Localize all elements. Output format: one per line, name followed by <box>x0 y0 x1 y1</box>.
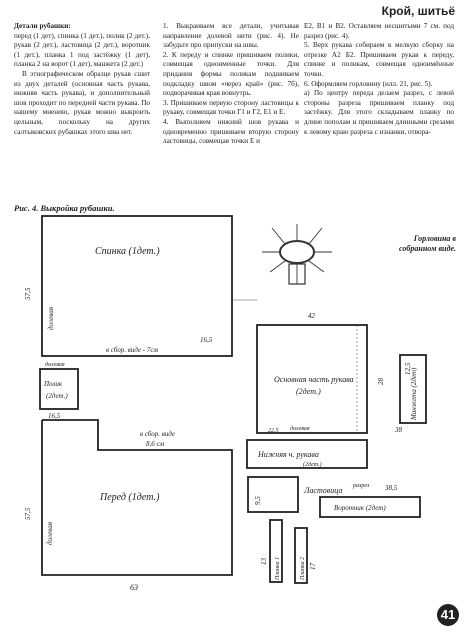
gather-label: в сбор. виде - 7см <box>106 346 158 354</box>
sleeve-lower-label: Нижняя ч. рукава <box>258 450 319 459</box>
step-5: 5. Верх рукава собираем в мелкую сборку на отрезке А2 Б2. Пришиваем рукав к переду, спинке и поликам, совмещая одноимённые точки. <box>304 41 454 78</box>
sleeve-main-qty: (2дет.) <box>296 387 321 396</box>
front-label: Перед (1дет.) <box>100 492 160 503</box>
slit-label: разрез <box>353 483 370 489</box>
step-4-end: Е2, В1 и В2. Оставляем несшитыми 7 см. под разрез (рис. 4). <box>304 22 454 40</box>
collar-label: Воротник (2дет) <box>334 504 386 512</box>
dim-13: 13 <box>260 558 268 565</box>
step-1: 1. Выкраиваем все детали, учитывая направление долевой нити (рис. 4). Не забудьте про припуски на швы. <box>163 22 299 50</box>
dim-63: 63 <box>130 583 138 592</box>
dim-17: 17 <box>309 563 317 570</box>
grain-label: долевая <box>47 307 55 330</box>
placket1-label: Планка 1 <box>275 556 281 580</box>
gusset-label: Ластовица <box>304 486 343 495</box>
placket2-label: Планка 2 <box>300 556 306 580</box>
dim-16-5: 16,5 <box>200 336 213 344</box>
dim-57-5: 57,5 <box>24 287 32 300</box>
step-4: 4. Выполняем нижний шов рукава и одновременно пришиваем вторую сторону ластовицы, совмещая точки Е и <box>163 117 299 146</box>
dim-57-5: 57,5 <box>24 507 32 520</box>
section-header: Крой, шитьё <box>381 4 455 18</box>
neck-note: Горловина в собранном виде. <box>399 234 456 253</box>
parts-heading: Детали рубашки: <box>14 22 71 30</box>
parts-list: перед (1 дет), спинка (1 дет.), полик (2 дет.), рукав (2 дет.), ластовица (2 дет.), воротник (1 дет.), планка 1 под застёжку (1 дет), планка 2 на ворот (1 дет), манжета (2 дет.) <box>14 31 150 69</box>
back-piece <box>42 216 232 356</box>
dim-12-5: 12,5 <box>404 362 412 375</box>
dim-38: 38 <box>395 426 402 434</box>
cuff-label: Манжета (2дет) <box>410 367 418 420</box>
gusset-piece <box>248 477 298 512</box>
dim-16-5b: 16,5 <box>48 412 61 420</box>
dim-38-5: 38,5 <box>385 484 398 492</box>
grain-label: долевая <box>46 522 54 545</box>
grain-label: долевая <box>45 362 65 368</box>
gather-label: в сбор. виде <box>140 430 176 438</box>
dim-9-5: 9,5 <box>254 496 262 505</box>
polik-label: Полик <box>44 380 63 388</box>
step-3: 3. Пришиваем первую сторону ластовицы к рукаву, совмещая точки Г1 и Г2, Е1 и Е. <box>163 98 299 117</box>
grain-label: долевая <box>290 426 310 432</box>
polik-qty-label: (2дет.) <box>46 392 68 400</box>
gather-label: 8,6 см <box>146 440 165 448</box>
step-6a: а) По центру переда делаем разрез, с левой стороны разреза пришиваем планку под застёжку. Для этого складываем планку по длине пополам и пришиваем длинными срезами к левому краю разреза с изнанки, отвора- <box>304 89 454 136</box>
paragraph: В этнографическом образце рукав сшит из двух деталей (основная часть рукава, нижняя часть рукава), и дополнительный шов проходит по передней части рукава. По нашему мнению, рукав можно выкроить цельным, поскольку на других салтыковских рубашках этого шва нет. <box>14 69 150 136</box>
dim-42: 42 <box>308 312 315 320</box>
dim-28: 28 <box>377 378 385 385</box>
neckline-drawing <box>262 224 332 284</box>
sleeve-lower-qty: (2дет.) <box>303 462 322 468</box>
step-6: 6. Оформляем горловину (илл. 21, рис. 5). <box>304 79 433 88</box>
figure-caption: Рис. 4. Выкройка рубашки. <box>14 203 115 213</box>
step-2: 2. К переду и спинке пришиваем полики, совмещая одноименные точки. Для придания формы поликам подшиваем подкладку швом «через край» (рис. 7б), подворачивая края вовнутрь. <box>163 50 299 98</box>
polik-piece <box>40 369 78 409</box>
back-label: Спинка (1дет.) <box>95 246 160 257</box>
page-number: 41 <box>437 604 459 626</box>
sleeve-main-label: Основная часть рукава <box>274 375 354 384</box>
dim-22-5: 22,5 <box>268 428 279 434</box>
